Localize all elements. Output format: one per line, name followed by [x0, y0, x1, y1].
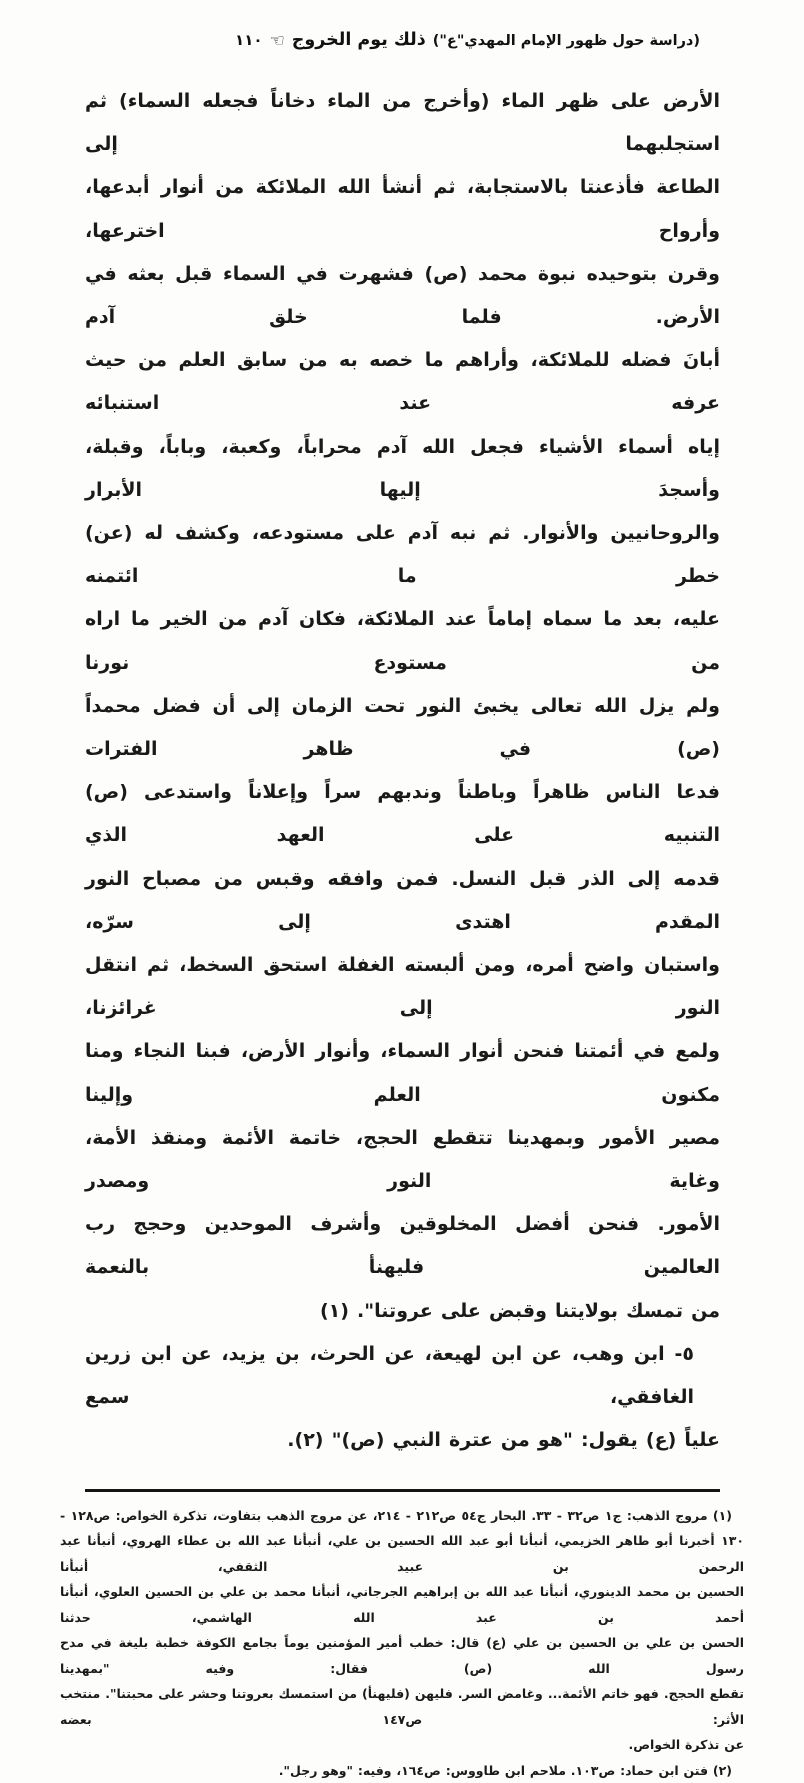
footnote-line: الحسن بن علي بن الحسين بن علي (ع) قال: خطب أمير المؤمنين يوماً بجامع الكوفة خطبة بليغة في مدح رسول الله (ص) فقال: وفيه "بمهدينا	[60, 1630, 744, 1681]
footnote-line: الحسين بن محمد الدينوري، أنبأنا عبد الله بن إبراهيم الجرجاني، أنبأنا محمد بن علي بن الحسين العلوي، أنبأنا أحمد بن عبد الله الهاشمي، حدثنا	[60, 1579, 744, 1630]
footnote-separator-rule	[85, 1489, 720, 1492]
body-text-line: واستبان واضح أمره، ومن ألبسته الغفلة استحق السخط، ثم انتقل النور إلى غرائزنا،	[85, 944, 720, 1030]
body-text-line: علياً (ع) يقول: "هو من عترة النبي (ص)" (٢).	[85, 1419, 720, 1462]
body-text-line: قدمه إلى الذر قبل النسل. فمن وافقه وقبس من مصباح النور المقدم اهتدى إلى سرّه،	[85, 858, 720, 944]
body-text-line: ولمع في أئمتنا فنحن أنوار السماء، وأنوار الأرض، فبنا النجاء ومنا مكنون العلم وإلينا	[85, 1030, 720, 1116]
body-text-line: ولم يزل الله تعالى يخبئ النور تحت الزمان إلى أن فضل محمداً (ص) في ظاهر الفترات	[85, 685, 720, 771]
body-text-line: الأرض على ظهر الماء (وأخرج من الماء دخاناً فجعله السماء) ثم استجلبهما إلى	[85, 80, 720, 166]
book-title: ذلك يوم الخروج	[292, 30, 426, 50]
footnote-line: ١٣٠ أخبرنا أبو طاهر الخزيمي، أنبأنا أبو عبد الله الحسين بن علي، أنبأنا عبد الله بن عطاء الهروي، أنبأنا عبد الرحمن بن عبيد الثقفي، أنبأنا	[60, 1528, 744, 1579]
body-text-line: الطاعة فأذعنتا بالاستجابة، ثم أنشأ الله الملائكة من أنوار أبدعها، وأرواح اخترعها،	[85, 166, 720, 252]
body-text-line: الأمور. فنحن أفضل المخلوقين وأشرف الموحدين وحجج رب العالمين فليهنأ بالنعمة	[85, 1203, 720, 1289]
body-text-line: فدعا الناس ظاهراً وباطناً وندبهم سراً وإعلاناً واستدعى (ص) التنبيه على العهد الذي	[85, 771, 720, 857]
body-text-line: ٥- ابن وهب، عن ابن لهيعة، عن الحرث، بن يزيد، عن ابن زرين الغافقي، سمع	[85, 1333, 720, 1419]
running-header	[0, 0, 804, 50]
footnote-line: (٢) فتن ابن حماد: ص١٠٣. ملاحم ابن طاووس: ص١٦٤، وفيه: "وهو رجل".	[60, 1758, 744, 1783]
body-text-line: والروحانيين والأنوار. ثم نبه آدم على مستودعه، وكشف له (عن) خطر ما ائتمنه	[85, 512, 720, 598]
body-text-line: عليه، بعد ما سماه إماماً عند الملائكة، فكان آدم من الخير ما اراه من مستودع نورنا	[85, 598, 720, 684]
footnotes	[60, 1503, 744, 1783]
footnote-line: عن تذكرة الخواص.	[60, 1732, 744, 1758]
pointer-hand-icon: ☜	[270, 33, 285, 50]
body-text-line: أبانَ فضله للملائكة، وأراهم ما خصه به من سابق العلم من حيث عرفه عند استنبائه	[85, 339, 720, 425]
body-text	[85, 80, 720, 1463]
body-text-line: إياه أسماء الأشياء فجعل الله آدم محراباً، وكعبة، وباباً، وقبلة، وأسجدَ إليها الأبرار	[85, 426, 720, 512]
footnote-line: (١) مروج الذهب: ج١ ص٣٢ - ٣٣. البحار ج٥٤ ص٢١٢ - ٢١٤، عن مروج الذهب بتفاوت، تذكرة الخواص: ص١٢٨ -	[60, 1503, 744, 1529]
footnote-line: تقطع الحجج. فهو خاتم الأئمة... وغامض السر. فليهن (فليهنأ) من استمسك بعروتنا وحشر على محبتنا". منتخب الأثر: ص١٤٧ بعضه	[60, 1681, 744, 1732]
body-text-line: وقرن بتوحيده نبوة محمد (ص) فشهرت في السماء قبل بعثه في الأرض. فلما خلق آدم	[85, 253, 720, 339]
body-text-line: مصير الأمور وبمهدينا تتقطع الحجج، خاتمة الأئمة ومنقذ الأمة، وغاية النور ومصدر	[85, 1117, 720, 1203]
page-number: ١١٠	[235, 31, 262, 49]
body-text-line: من تمسك بولايتنا وقبض على عروتنا". (١)	[85, 1290, 720, 1333]
book-subtitle: (دراسة حول ظهور الإمام المهدي"ع")	[433, 33, 700, 49]
